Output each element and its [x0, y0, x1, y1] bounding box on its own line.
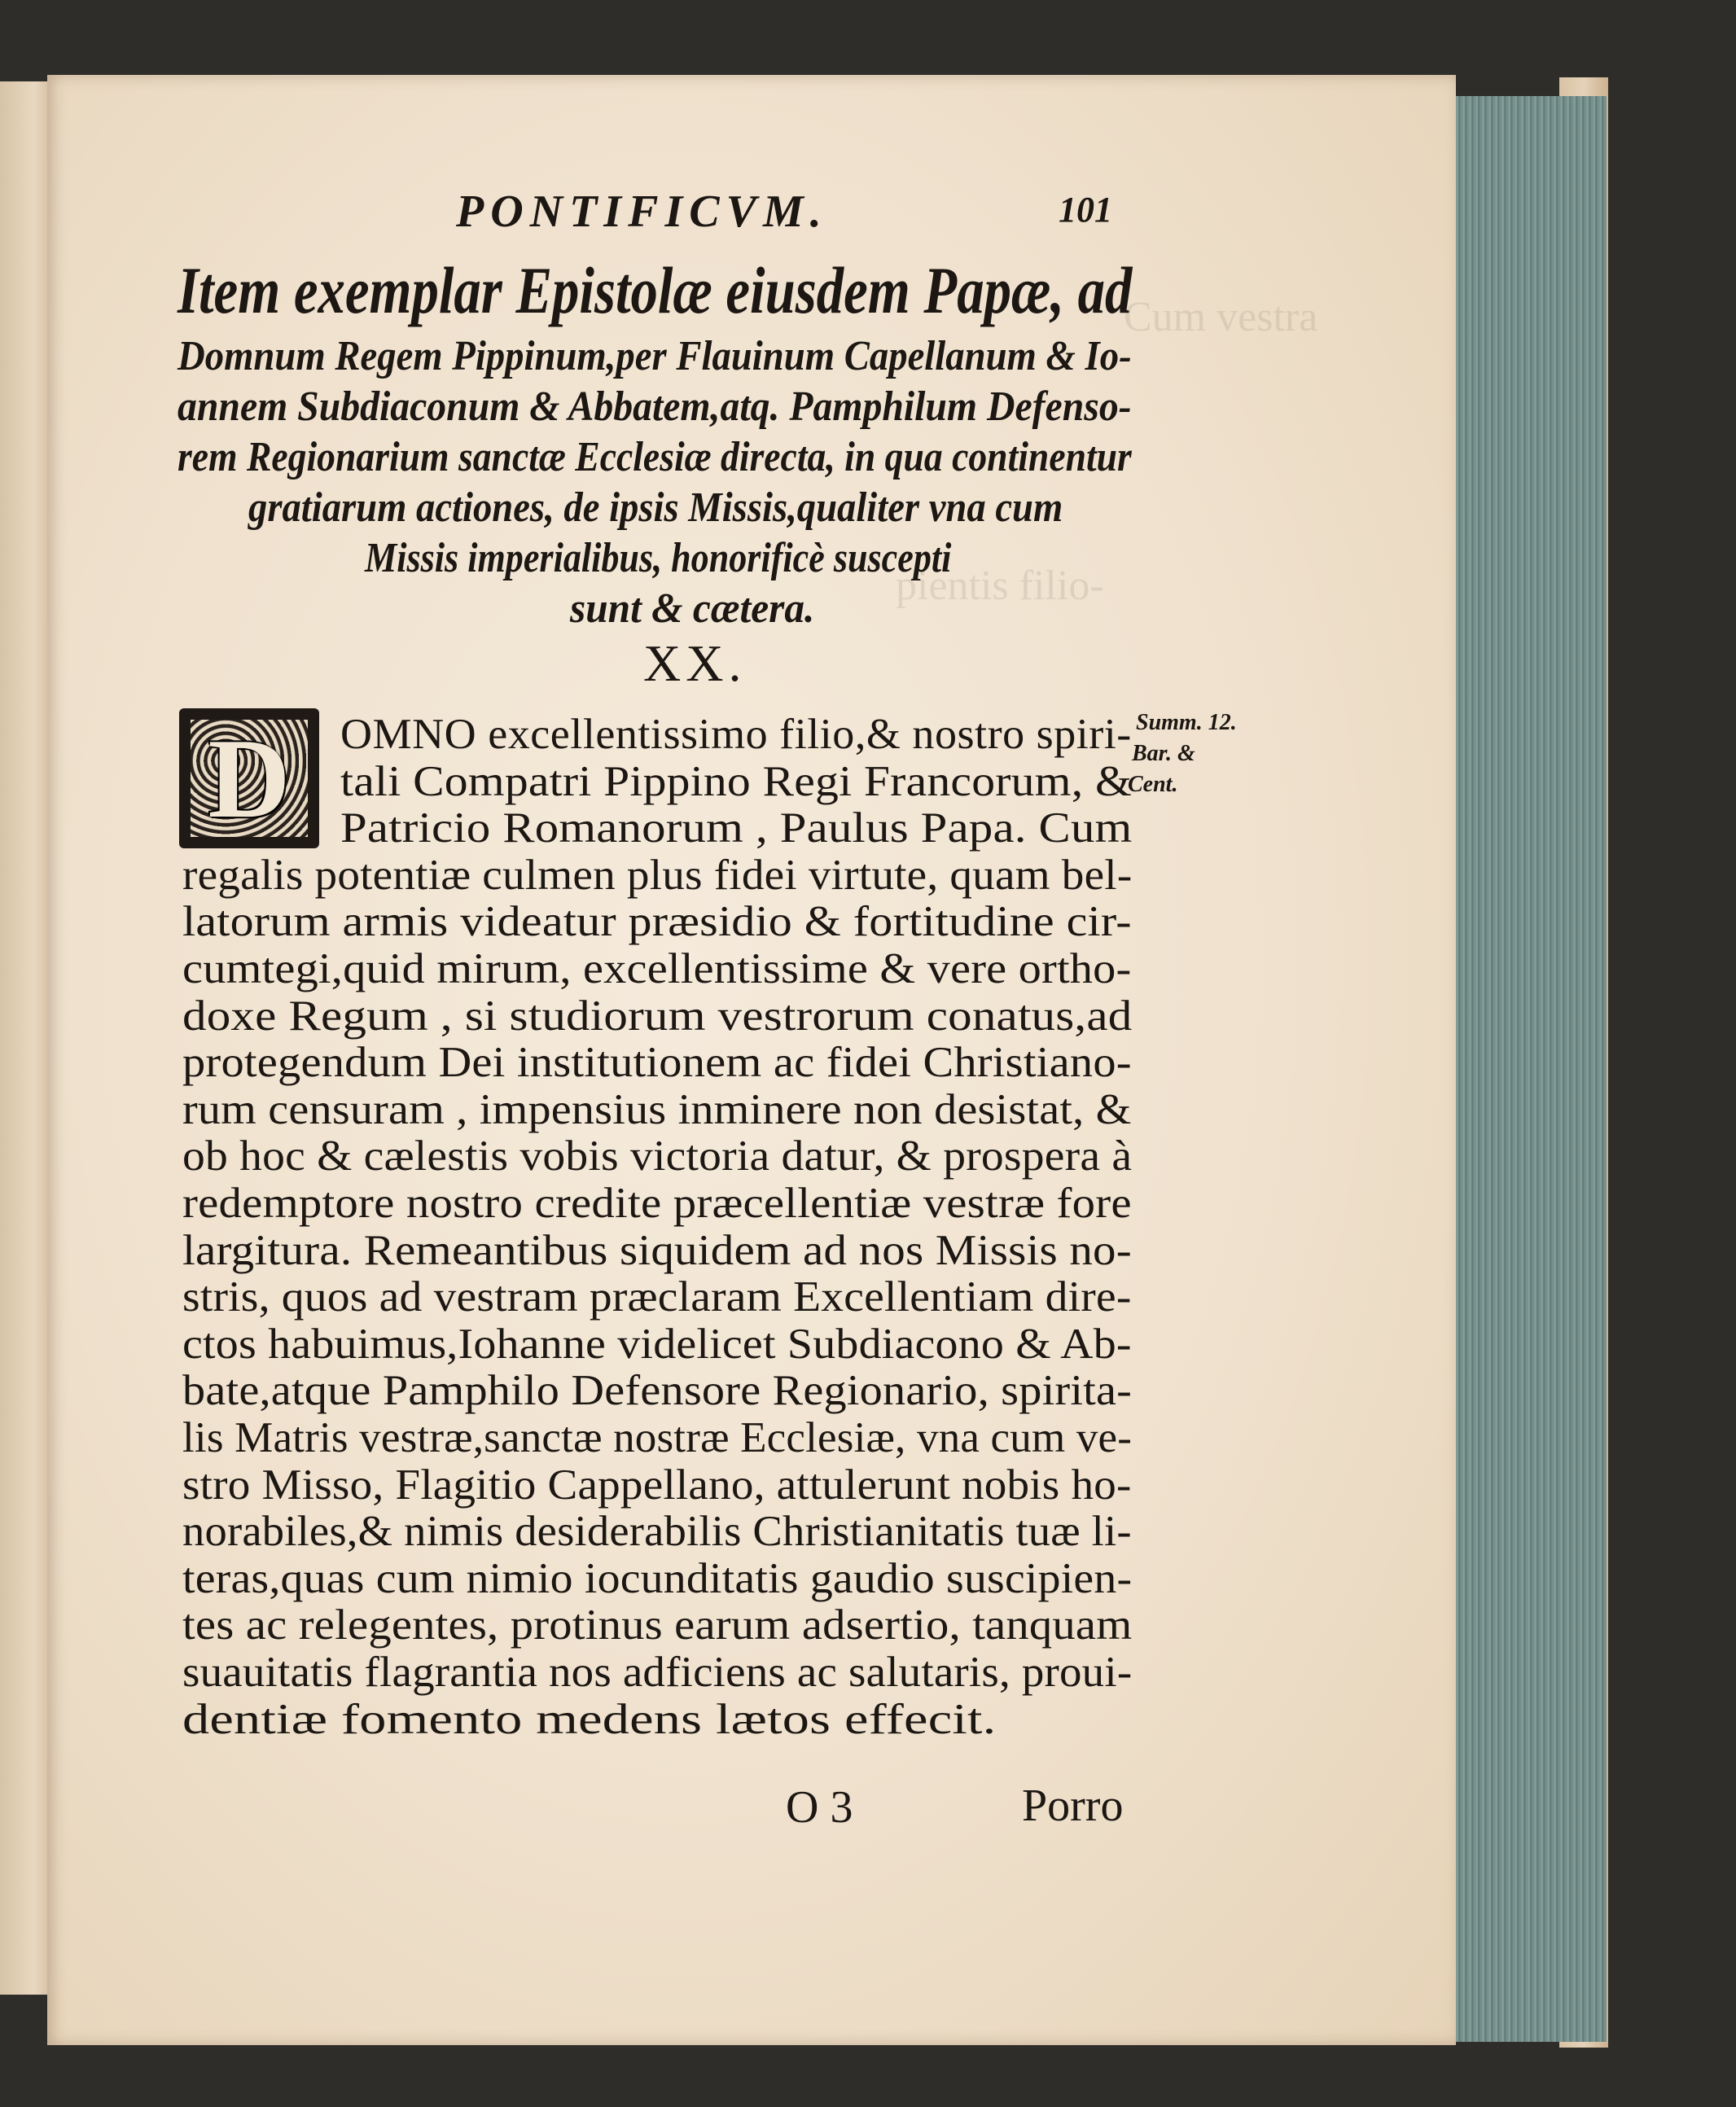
body-line: rum censuram , impensius inminere non desistat, & [182, 1085, 1132, 1133]
heading-line-6: Missis imperialibus, honorificè suscepti [365, 535, 952, 581]
margin-note-line-1: Summ. 12. [1136, 710, 1237, 735]
heading-line-4: rem Regionarium sanctæ Ecclesiæ directa, in qua continentur [178, 434, 1132, 480]
body-line: norabiles,& nimis desiderabilis Christianitatis tuæ li- [182, 1508, 1132, 1556]
folio-number: 101 [1059, 190, 1112, 230]
catchword: Porro [1022, 1781, 1124, 1831]
heading-line-7: sunt & cætera. [570, 585, 815, 632]
body-line: lis Matris vestræ,sanctæ nostræ Ecclesiæ, vna cum ve- [182, 1414, 1133, 1461]
body-line: suauitatis flagrantia nos adficiens ac salutaris, proui- [182, 1649, 1133, 1696]
body-line: redemptore nostro credite præcellentiæ vestræ fore [182, 1180, 1132, 1227]
body-line: stro Misso, Flagitio Cappellano, attulerunt nobis ho- [182, 1461, 1132, 1509]
letter-numeral: XX. [643, 634, 747, 692]
body-line: Patricio Romanorum , Paulus Papa. Cum [340, 804, 1133, 852]
body-line: bate,atque Pamphilo Defensore Regionario, spirita- [182, 1367, 1133, 1415]
heading-line-5: gratiarum actiones, de ipsis Missis,qualiter vna cum [248, 484, 1063, 531]
heading-line-3: annem Subdiaconum & Abbatem,atq. Pamphilum Defenso- [178, 383, 1132, 430]
margin-note-line-2: Bar. & [1132, 741, 1195, 766]
body-line: largitura. Remeantibus siquidem ad nos Missis no- [182, 1226, 1132, 1274]
margin-note-line-3: Cent. [1128, 772, 1178, 797]
body-line: teras,quas cum nimio iocunditatis gaudio suscipien- [182, 1554, 1133, 1602]
signature-mark: O 3 [786, 1782, 853, 1833]
body-line: latorum armis videatur præsidio & fortitudine cir- [182, 898, 1132, 946]
body-line: ctos habuimus,Iohanne videlicet Subdiacono & Ab- [182, 1320, 1132, 1368]
drop-cap-letter: D [208, 715, 291, 842]
body-line: dentiæ fomento medens lætos effecit. [182, 1695, 997, 1743]
body-line: protegendum Dei institutionem ac fidei Christiano- [182, 1039, 1132, 1087]
running-head: PONTIFICVM. [456, 186, 828, 237]
body-line: cumtegi,quid mirum, excellentissime & vere ortho- [182, 945, 1132, 992]
heading-line-1: Item exemplar Epistolæ eiusdem Papæ, ad [178, 253, 1133, 327]
show-through: pientis filio- [896, 563, 1104, 609]
heading-line-2: Domnum Regem Pippinum,per Flauinum Capellanum & Io- [178, 333, 1132, 379]
ornamental-drop-cap [179, 708, 319, 848]
body-line: ob hoc & cælestis vobis victoria datur, & prospera à [182, 1132, 1133, 1181]
body-line: regalis potentiæ culmen plus fidei virtute, quam bel- [182, 851, 1133, 899]
body-line: doxe Regum , si studiorum vestrorum conatus,ad [182, 992, 1133, 1040]
body-line: tali Compatri Pippino Regi Francorum, & [340, 757, 1132, 805]
body-line: stris, quos ad vestram præclaram Excellentiam dire- [182, 1273, 1132, 1321]
body-line: tes ac relegentes, protinus earum adsertio, tanquam [182, 1601, 1133, 1649]
show-through: Cum vestra [1124, 294, 1318, 340]
body-line: OMNO excellentissimo filio,& nostro spiri- [340, 711, 1132, 758]
